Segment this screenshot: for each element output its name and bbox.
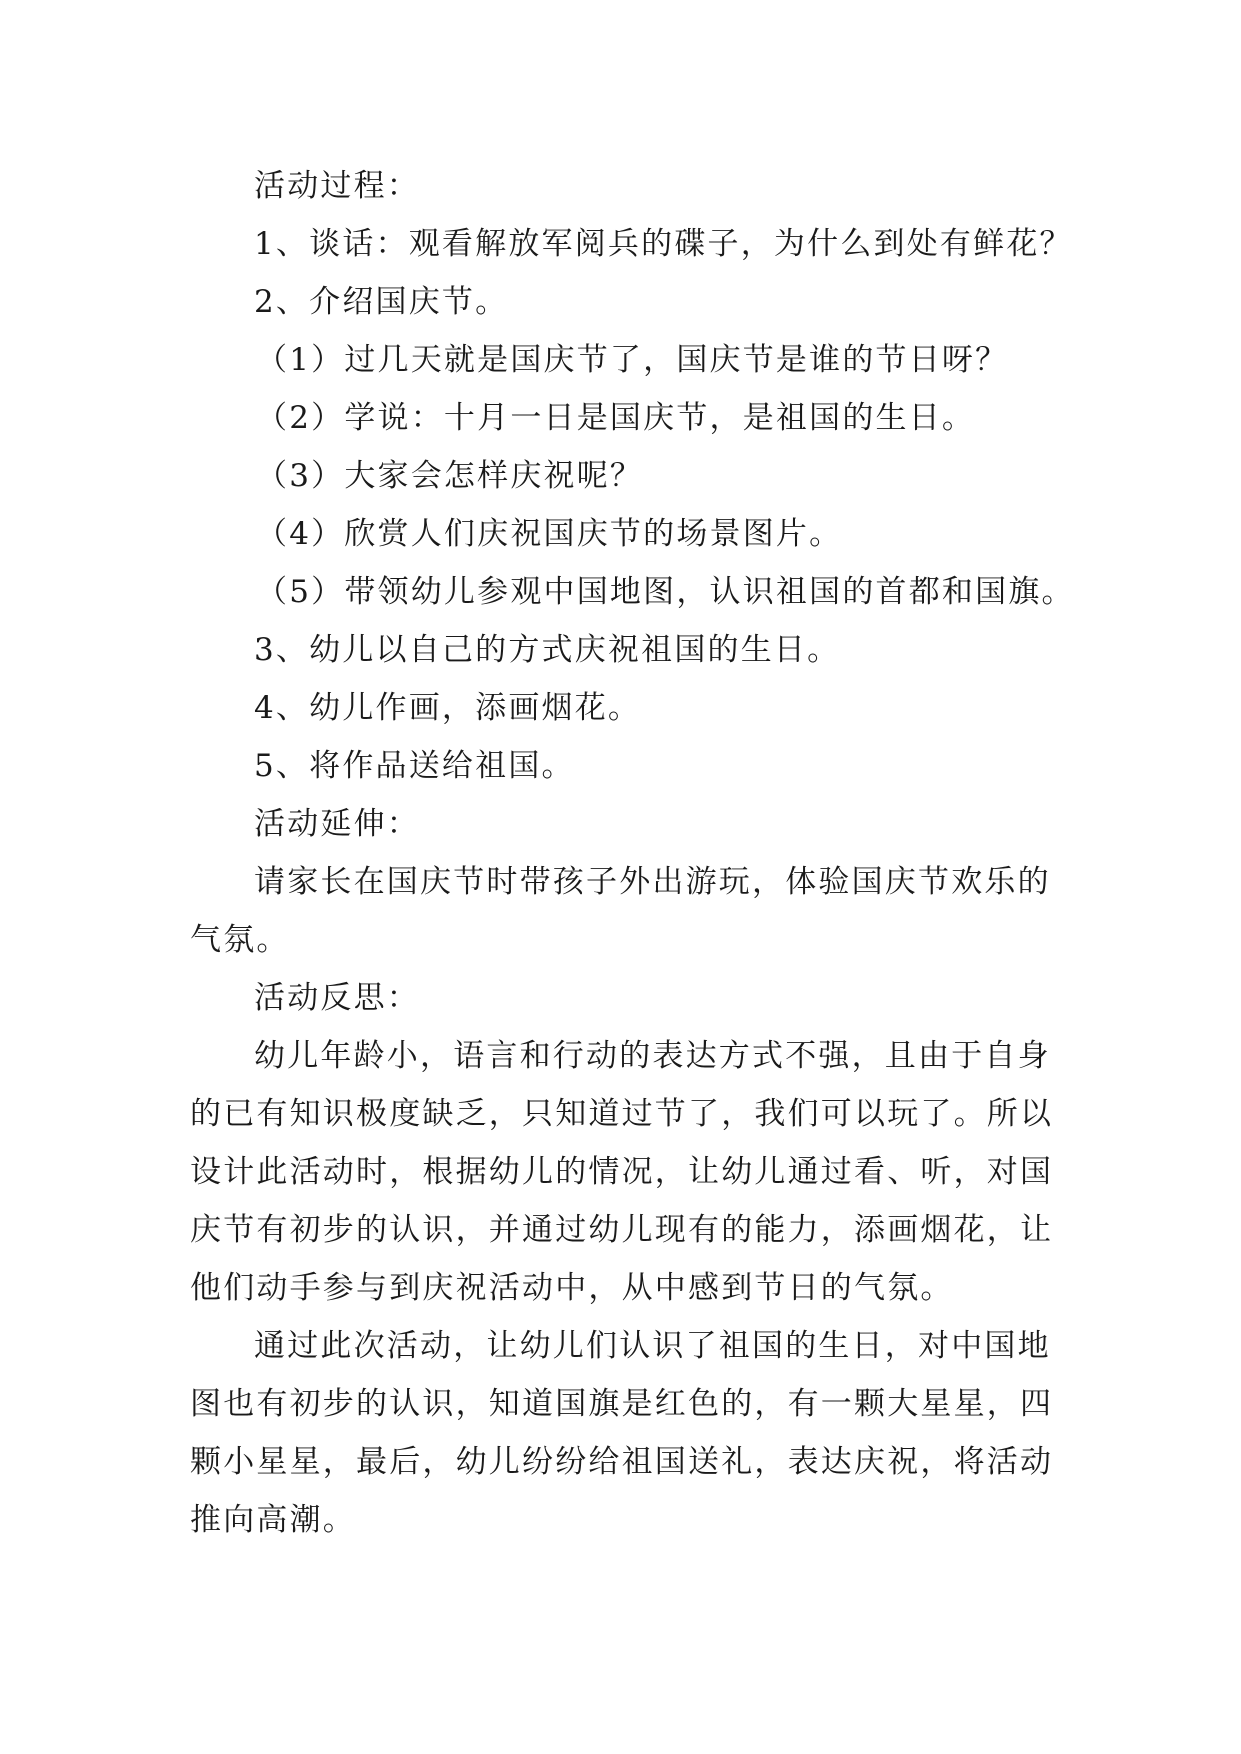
paragraph-line: 气氛。 <box>190 922 290 958</box>
paragraph-line: （4）欣赏人们庆祝国庆节的场景图片。 <box>256 516 843 552</box>
paragraph-line: 幼儿年龄小，语言和行动的表达方式不强，且由于自身 <box>254 1038 1051 1074</box>
section-heading-reflection: 活动反思： <box>254 980 420 1016</box>
paragraph-line: 3、幼儿以自己的方式庆祝祖国的生日。 <box>254 632 841 668</box>
paragraph-line: 1、谈话：观看解放军阅兵的碟子，为什么到处有鲜花？ <box>254 226 1073 262</box>
paragraph-line: 请家长在国庆节时带孩子外出游玩，体验国庆节欢乐的 <box>254 864 1051 900</box>
paragraph-line: 通过此次活动，让幼儿们认识了祖国的生日，对中国地 <box>254 1328 1051 1364</box>
paragraph-line: 颗小星星，最后，幼儿纷纷给祖国送礼，表达庆祝，将活动 <box>190 1444 1054 1480</box>
paragraph-line: （1）过几天就是国庆节了，国庆节是谁的节日呀？ <box>256 342 1009 378</box>
paragraph-line: （5）带领幼儿参观中国地图，认识祖国的首都和国旗。 <box>256 574 1075 610</box>
paragraph-line: 设计此活动时，根据幼儿的情况，让幼儿通过看、听，对国 <box>190 1154 1054 1190</box>
paragraph-line: 的已有知识极度缺乏，只知道过节了，我们可以玩了。所以 <box>190 1096 1054 1132</box>
section-heading-process: 活动过程： <box>254 168 420 204</box>
paragraph-line: 5、将作品送给祖国。 <box>254 748 575 784</box>
paragraph-line: 推向高潮。 <box>190 1502 356 1538</box>
paragraph-line: 4、幼儿作画，添画烟花。 <box>254 690 642 726</box>
paragraph-line: 庆节有初步的认识，并通过幼儿现有的能力，添画烟花，让 <box>190 1212 1054 1248</box>
paragraph-line: 图也有初步的认识，知道国旗是红色的，有一颗大星星，四 <box>190 1386 1054 1422</box>
paragraph-line: （2）学说：十月一日是国庆节，是祖国的生日。 <box>256 400 976 436</box>
paragraph-line: 2、介绍国庆节。 <box>254 284 509 320</box>
paragraph-line: 他们动手参与到庆祝活动中，从中感到节日的气氛。 <box>190 1270 954 1306</box>
paragraph-line: （3）大家会怎样庆祝呢？ <box>256 458 644 494</box>
section-heading-extension: 活动延伸： <box>254 806 420 842</box>
